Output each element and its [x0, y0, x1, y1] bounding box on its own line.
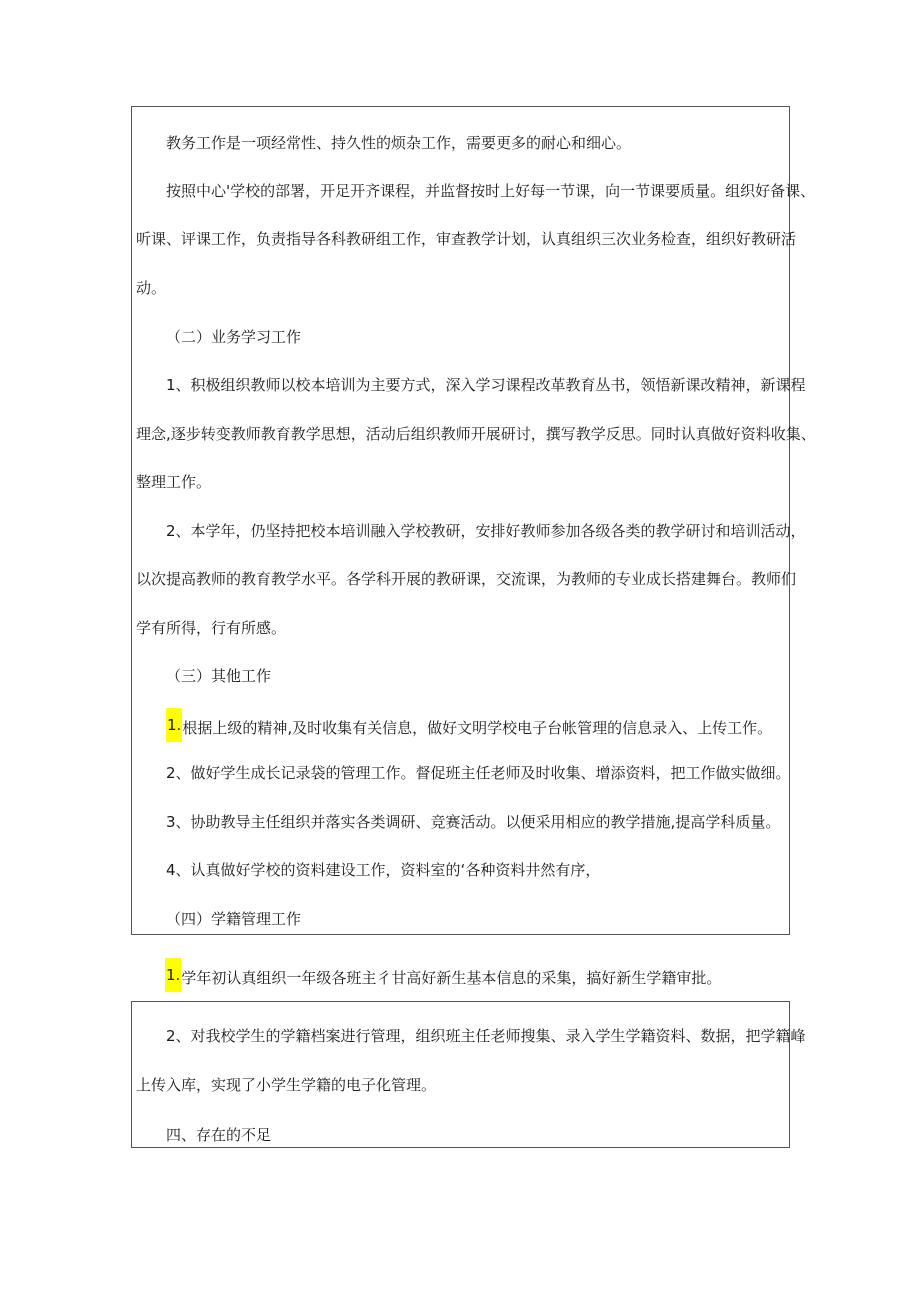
highlight-marker: 1. — [166, 708, 182, 742]
heading-other-work: （三）其他工作 — [166, 667, 272, 685]
enrollment-paragraph-line-1: 2、对我校学生的学籍档案进行管理，组织班主任老师搜集、录入学生学籍资料、数据，把学籍峰 — [166, 1027, 806, 1045]
list-item-1-text: 根据上级的精神,及时收集有关信息，做好文明学校电子台帐管理的信息录入、上传工作。 — [182, 719, 773, 737]
paragraph-1-line-2: 听课、评课工作，负责指导各科教研组工作，审查教学计划，认真组织三次业务检查，组织好教研活 — [136, 230, 797, 248]
outside-list-item-text: 学年初认真组织一年级各班主彳甘高好新生基本信息的采集，搞好新生学籍审批。 — [181, 969, 722, 987]
list-item-4: 4、认真做好学校的资料建设工作，资料室的‘各种资料井然有序， — [166, 861, 601, 879]
paragraph-3-line-2: 以次提高教师的教育教学水平。各学科开展的教研课，交流课，为教师的专业成长搭建舞台。教师们 — [136, 570, 797, 588]
heading-shortcomings: 四、存在的不足 — [166, 1126, 272, 1144]
paragraph-2-line-3: 整理工作。 — [136, 473, 212, 491]
paragraph-3-line-1: 2、本学年，仍坚持把校本培训融入学校教研，安排好教师参加各级各类的教学研讨和培训活动， — [166, 522, 806, 540]
content-box-2 — [131, 1001, 806, 1148]
heading-enrollment: （四）学籍管理工作 — [166, 910, 302, 928]
content-box-1 — [131, 106, 816, 935]
paragraph-2-line-2: 理念,逐步转变教师教育教学思想，活动后组织教师开展研讨，撰写教学反思。同时认真做好资料收集、 — [136, 425, 816, 443]
highlight-marker: 1. — [165, 958, 181, 992]
enrollment-paragraph-line-2: 上传入库，实现了小学生学籍的电子化管理。 — [136, 1076, 437, 1094]
paragraph-3-line-3: 学有所得，行有所感。 — [136, 619, 287, 637]
paragraph-1-line-3: 动。 — [136, 279, 167, 297]
list-item-1 — [166, 715, 772, 735]
paragraph-2-line-1: 1、积极组织教师以校本培训为主要方式，深入学习课程改革教育丛书，领悟新课改精神，新课程 — [166, 376, 806, 394]
list-item-2: 2、做好学生成长记录袋的管理工作。督促班主任老师及时收集、增添资料，把工作做实做细。 — [166, 764, 791, 782]
outside-list-item — [165, 965, 721, 985]
list-item-3: 3、协助教导主任组织并落实各类调研、竞赛活动。以便采用相应的教学措施,提高学科质量。 — [166, 813, 781, 831]
heading-business-study: （二）业务学习工作 — [166, 328, 302, 346]
paragraph-intro: 教务工作是一项经常性、持久性的烦杂工作，需要更多的耐心和细心。 — [166, 134, 632, 152]
paragraph-1-line-1: 按照中心'学校的部署，开足开齐课程，并监督按时上好每一节课，向一节课要质量。组织好备课、 — [166, 182, 816, 200]
